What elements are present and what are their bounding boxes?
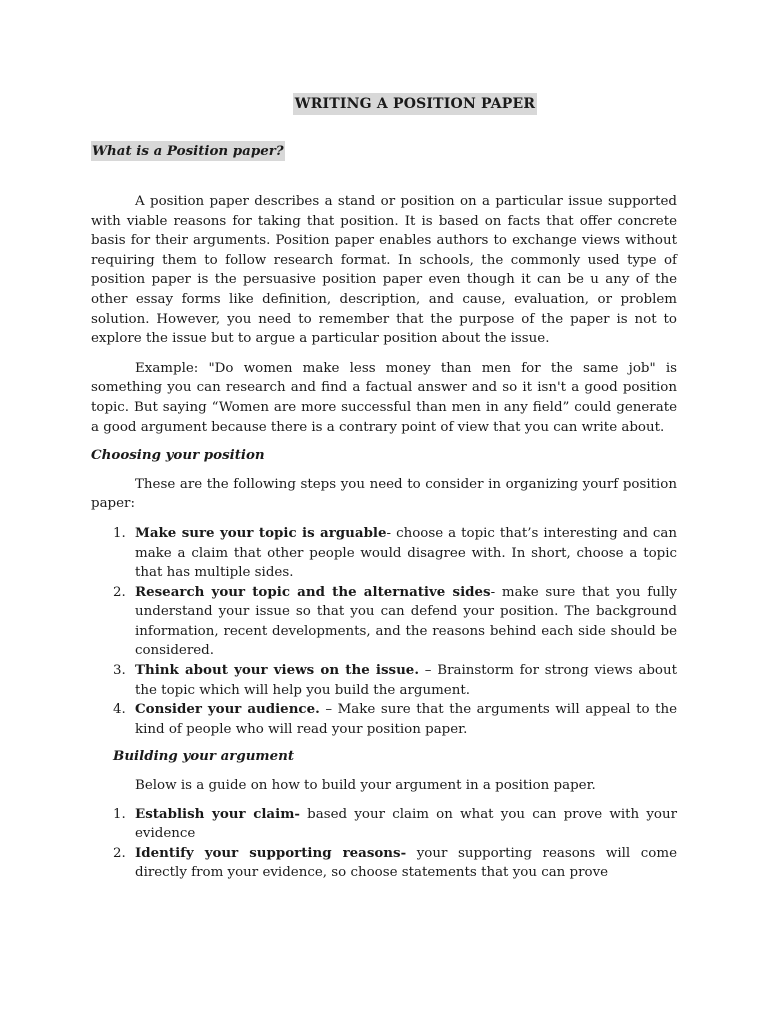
list-number: 1. xyxy=(113,525,126,541)
list-item-lead: Research your topic and the alternative sides xyxy=(135,583,491,600)
section-heading-what-is: What is a Position paper? xyxy=(92,143,284,159)
list-item-lead: Think about your views on the issue. xyxy=(135,662,419,679)
list-item-lead: Identify your supporting reasons- xyxy=(135,844,407,861)
list-item-lead: Make sure your topic is arguable xyxy=(135,524,387,541)
list-item xyxy=(91,844,677,883)
list-number: 1. xyxy=(113,806,126,822)
list-item-lead: Consider your audience. xyxy=(135,701,320,718)
paragraph-definition: A position paper describes a stand or position on a particular issue supported with viable reasons for taking that position. It is based on facts that offer concrete basis for their arguments. Position paper enables authors to exchange views without requiring them to follow research format. In schools, the commonly used type of position paper is the persuasive position paper even though it can be u any of the other essay forms like definition, description, and cause, evaluation, or problem solution. However, you need to remember that the purpose of the paper is not to explore the issue but to argue a particular position about the issue. xyxy=(91,194,677,347)
list-item xyxy=(91,524,677,583)
list-item-text: - make sure that you fully understand your issue so that you can defend your position. The background information, recent developments, and the reasons behind each side should be considered. xyxy=(135,584,677,659)
section-heading-choosing: Choosing your position xyxy=(91,447,265,464)
section-heading-building: Building your argument xyxy=(113,748,295,765)
steps-list xyxy=(91,524,677,740)
list-item-lead: Establish your claim- xyxy=(135,805,300,822)
list-item-text: based your claim on what you can prove with your evidence xyxy=(135,806,677,842)
section-what-is xyxy=(91,115,677,161)
document-title: WRITING A POSITION PAPER xyxy=(293,93,537,115)
list-item-text: – Brainstorm for strong views about the topic which will help you build the argument. xyxy=(135,663,677,698)
list-item-text: your supporting reasons will come directly from your evidence, so choose statements that you can prove xyxy=(135,845,677,881)
list-number: 4. xyxy=(113,702,126,718)
paragraph-guide-intro: Below is a guide on how to build your argument in a position paper. xyxy=(135,778,596,794)
list-item xyxy=(91,661,677,700)
list-item xyxy=(91,583,677,661)
list-number: 2. xyxy=(113,584,126,600)
list-item-text: - choose a topic that’s interesting and can make a claim that other people would disagree with. In short, choose a topic that has multiple sides. xyxy=(135,525,678,581)
list-number: 2. xyxy=(113,845,126,861)
list-item xyxy=(91,700,677,739)
paragraph-steps-intro: These are the following steps you need to consider in organizing yourf position paper: xyxy=(91,476,677,512)
list-number: 3. xyxy=(113,663,126,679)
list-item xyxy=(91,805,677,844)
guide-list xyxy=(91,805,677,883)
title-container xyxy=(153,93,677,115)
list-item-text: – Make sure that the arguments will appeal to the kind of people who will read your position paper. xyxy=(135,702,677,737)
paragraph-example: Example: "Do women make less money than men for the same job" is something you can research and find a factual answer and so it isn't a good position topic. But saying “Women are more successful than men in any field” could generate a good argument because there is a contrary point of view that you can write about. xyxy=(91,360,677,435)
